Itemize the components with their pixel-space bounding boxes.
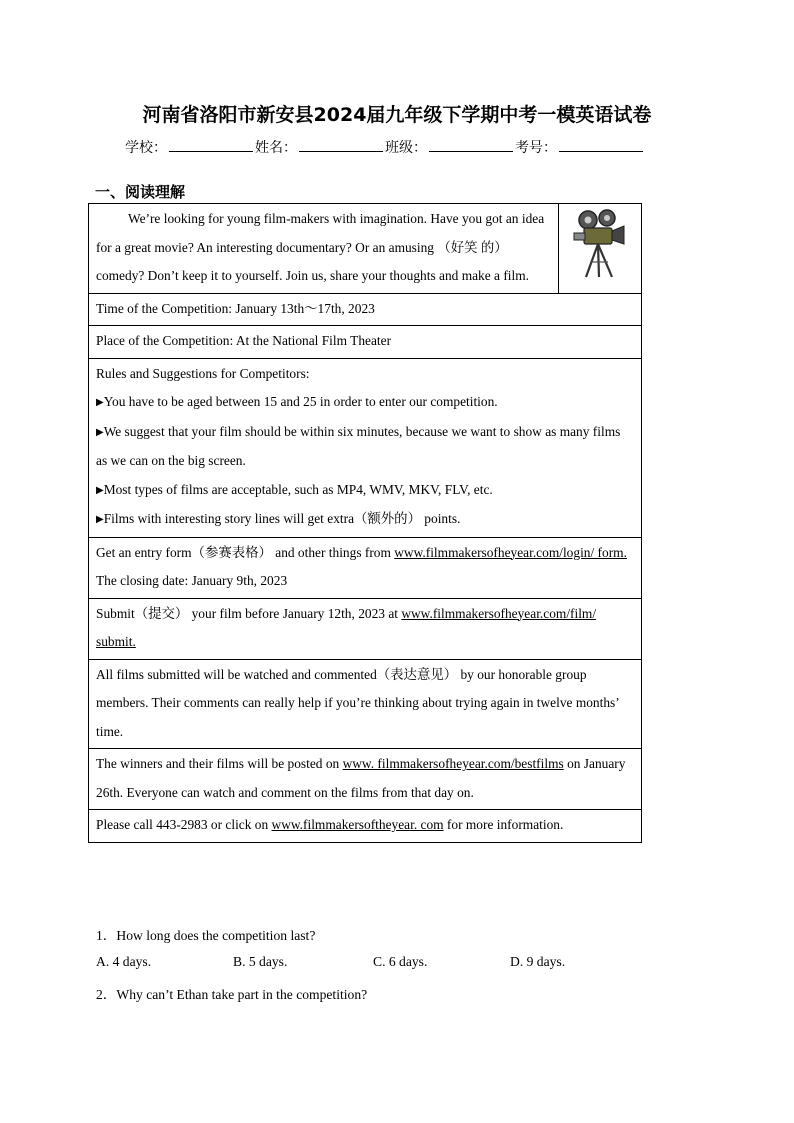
rule-item: ▶Films with interesting story lines will get extra（额外的） points. [96,511,461,526]
question-text: How long does the competition last? [116,928,316,943]
comments-row [89,659,642,749]
submit-cell [89,598,642,659]
option-d[interactable]: D. 9 days. [510,954,566,969]
entry-cell [89,537,642,598]
triangle-bullet-icon: ▶ [96,397,104,408]
triangle-bullet-icon: ▶ [96,484,104,496]
time-text: Time of the Competition: January 13th～17th, 2023 [89,293,642,326]
winners-link[interactable]: www. filmmakersofheyear.com/bestfilms [342,756,564,771]
submit-text: Submit（提交） your film before January 12th, 2023 at [96,605,402,621]
class-blank[interactable] [429,136,513,152]
place-text: Place of the Competition: At the National Film Theater [89,326,642,359]
exam-no-blank[interactable] [559,136,643,152]
entry-text: Get an entry form（参赛表格） and other things from [96,544,395,560]
student-info-line [125,136,645,157]
triangle-bullet-icon: ▶ [96,514,104,525]
advertisement-table [88,203,642,843]
entry-link[interactable]: www.filmmakersofheyear.com/login/ form. [394,544,627,560]
rules-row [89,358,642,537]
question-1 [96,924,315,944]
exam-no-label: 考号： [515,140,557,156]
entry-row [89,537,642,598]
intro-row [89,204,642,294]
question-text: Why can’t Ethan take part in the competition? [116,987,368,1002]
triangle-bullet-icon: ▶ [96,426,104,438]
option-a[interactable]: A. 4 days. [96,954,152,969]
name-blank[interactable] [299,136,383,152]
page-title: 河南省洛阳市新安县2024届九年级下学期中考一模英语试卷 [142,104,652,126]
school-label: 学校： [125,140,167,156]
movie-camera-icon [570,207,630,279]
closing-date: The closing date: January 9th, 2023 [96,573,288,588]
winners-cell: The winners and their films will be posted on www. filmmakersofheyear.com/bestfilms on January 26th. Everyone can watch and comment on the films from that day on. [89,749,642,810]
contact-cell: Please call 443-2983 or click on www.filmmakersoftheyear. com for more information. [89,810,642,843]
camera-cell [559,204,642,294]
question-number: 2． [96,987,117,1002]
winners-row [89,749,642,810]
comments-text: All films submitted will be watched and commented（表达意见） by our honorable group members. Their comments can really help if you’re thinking about trying again in twelve months’ time. [89,659,642,749]
question-2 [96,983,367,1003]
place-row [89,326,642,359]
time-row [89,293,642,326]
school-blank[interactable] [169,136,253,152]
option-c[interactable]: C. 6 days. [373,954,428,969]
contact-row [89,810,642,843]
name-label: 姓名： [255,140,297,156]
question-number: 1． [96,928,117,943]
rule-item: ▶You have to be aged between 15 and 25 in order to enter our competition. [96,394,498,409]
rule-item: ▶Most types of films are acceptable, such as MP4, WMV, MKV, FLV, etc. [96,481,493,497]
rules-title: Rules and Suggestions for Competitors: [96,365,310,381]
rule-item: ▶We suggest that your film should be within six minutes, because we want to show as many films as we can on the big screen. [96,423,621,468]
submit-link[interactable]: www.filmmakersofheyear.com/film/ submit. [96,605,597,649]
contact-link[interactable]: www.filmmakersoftheyear. com [271,817,444,832]
submit-row [89,598,642,659]
class-label: 班级： [385,140,427,156]
rules-cell [89,358,642,537]
intro-text: We’re looking for young film-makers with imagination. Have you got an idea for a great movie? An interesting documentary? Or an amusing （好笑 的） comedy? Don’t keep it to yourself. Join us, share your thoughts and make a film. [89,204,559,294]
section-heading: 一、阅读理解 [95,183,186,201]
option-b[interactable]: B. 5 days. [233,954,288,969]
